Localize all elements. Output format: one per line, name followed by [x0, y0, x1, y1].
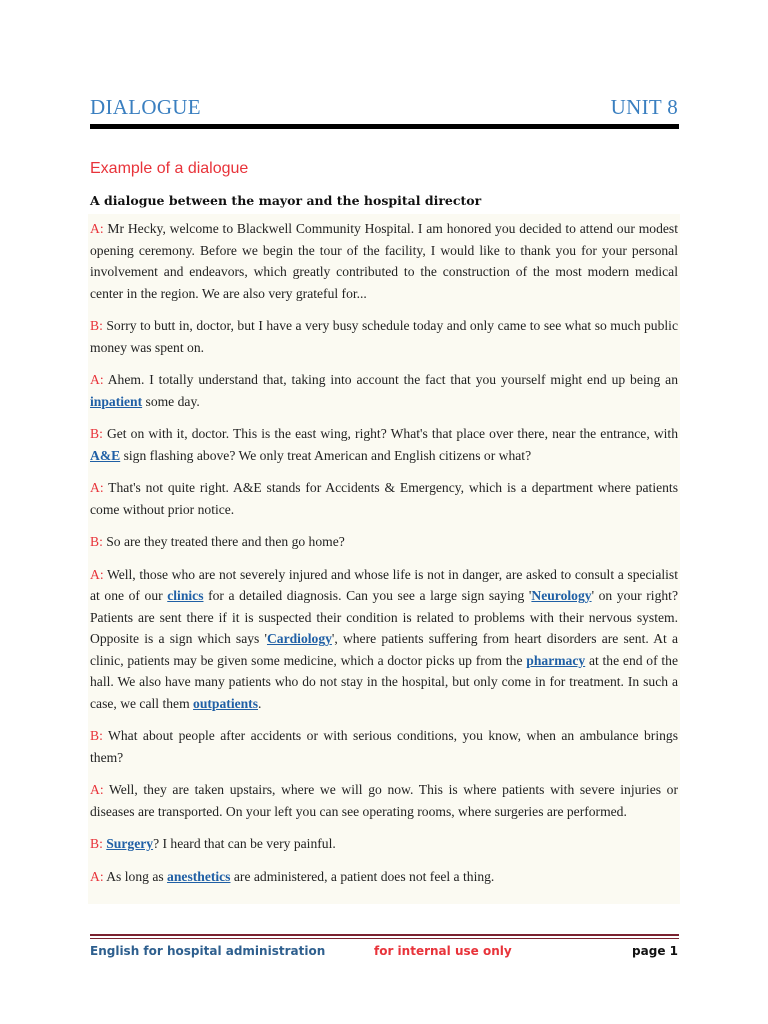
speaker-label: B: [90, 728, 103, 743]
dialogue-text: So are they treated there and then go home? [102, 534, 345, 549]
glossary-term-link[interactable]: Surgery [106, 836, 154, 851]
dialogue-text: for a detailed diagnosis. Can you see a large sign saying ' [203, 588, 532, 603]
glossary-term-link[interactable]: clinics [167, 588, 204, 603]
dialogue-subtitle: A dialogue between the mayor and the hospital director [90, 193, 482, 208]
dialogue-line [90, 833, 678, 855]
footer-divider-thin [90, 938, 679, 939]
dialogue-box [88, 214, 680, 904]
page-number: page 1 [632, 944, 678, 958]
speaker-label: A: [90, 372, 104, 387]
glossary-term-link[interactable]: Neurology [531, 588, 592, 603]
dialogue-text: That's not quite right. A&E stands for Accidents & Emergency, which is a department where patients come without prior notice. [90, 480, 678, 517]
speaker-label: A: [90, 480, 104, 495]
footer-course: English for hospital administration [90, 944, 326, 958]
dialogue-text: Sorry to butt in, doctor, but I have a very busy schedule today and only came to see what so much public money was spent on. [90, 318, 678, 355]
glossary-term-link[interactable]: pharmacy [526, 652, 586, 668]
speaker-label: B: [90, 426, 103, 441]
dialogue-line [90, 779, 678, 822]
speaker-label: B: [90, 534, 103, 549]
footer-notice: for internal use only [374, 944, 512, 958]
dialogue-text: at the end of the hall. We also have many patients who do not stay in the hospital, but only come in for treatment. In such a case, we call them [90, 652, 679, 711]
glossary-term-link[interactable]: A&E [90, 447, 121, 463]
dialogue-text: . [258, 695, 262, 711]
speaker-label: A: [90, 566, 104, 582]
dialogue-line [90, 531, 678, 553]
glossary-term-link[interactable]: inpatient [90, 393, 143, 409]
dialogue-text: What about people after accidents or with serious conditions, you know, when an ambulance brings them? [90, 728, 678, 765]
dialogue-line [90, 866, 678, 888]
dialogue-line [90, 564, 678, 715]
dialogue-text: some day. [142, 393, 200, 409]
footer-divider [90, 934, 679, 936]
glossary-term-link[interactable]: outpatients [193, 695, 259, 711]
header-divider [90, 124, 679, 129]
dialogue-line [90, 315, 678, 358]
dialogue-text: are administered, a patient does not feel a thing. [230, 868, 495, 884]
dialogue-line [90, 477, 678, 520]
glossary-term-link[interactable]: anesthetics [167, 868, 231, 884]
dialogue-text: ? I heard that can be very painful. [153, 836, 336, 851]
dialogue-line [90, 218, 678, 304]
dialogue-text: Ahem. I totally understand that, taking into account the fact that you yourself might end up being an [103, 372, 678, 387]
section-title: Example of a dialogue [90, 160, 249, 177]
page-header [90, 95, 678, 120]
header-title: DIALOGUE [90, 95, 201, 119]
dialogue-text: Well, they are taken upstairs, where we will go now. This is where patients with severe injuries or diseases are transported. On your left you can see operating rooms, where surgeries are performed. [90, 782, 678, 819]
dialogue-text: Get on with it, doctor. This is the east wing, right? What's that place over there, near the entrance, with [102, 426, 678, 441]
dialogue-line [90, 369, 678, 412]
header-unit: UNIT 8 [610, 95, 678, 119]
speaker-label: B: [90, 836, 103, 851]
dialogue-text: ', where patients suffering from heart disorders are sent. At a clinic, patients may be given some medicine, which a doctor picks up from the [90, 631, 678, 668]
speaker-label: A: [90, 782, 104, 797]
speaker-label: A: [90, 868, 104, 884]
glossary-term-link[interactable]: Cardiology [266, 631, 332, 646]
speaker-label: A: [90, 221, 104, 236]
dialogue-line [90, 725, 678, 768]
dialogue-text: As long as [103, 868, 168, 884]
speaker-label: B: [90, 318, 103, 333]
dialogue-text: sign flashing above? We only treat American and English citizens or what? [120, 447, 532, 463]
dialogue-text: ' on your right? Patients are sent there if it is suspected their condition is related to problems with their nervous system. Opposite is a sign which says ' [90, 588, 678, 646]
dialogue-text: Well, those who are not severely injured and whose life is not in danger, are asked to consult a specialist at one of our [90, 566, 678, 603]
dialogue-text: Mr Hecky, welcome to Blackwell Community Hospital. I am honored you decided to attend our modest opening ceremony. Before we begin the tour of the facility, I would like to thank you for your personal involvement and endeavors, which greatly contributed to the construction of the most modern medical center in the region. We are also very grateful for... [90, 221, 678, 301]
dialogue-line [90, 423, 678, 466]
